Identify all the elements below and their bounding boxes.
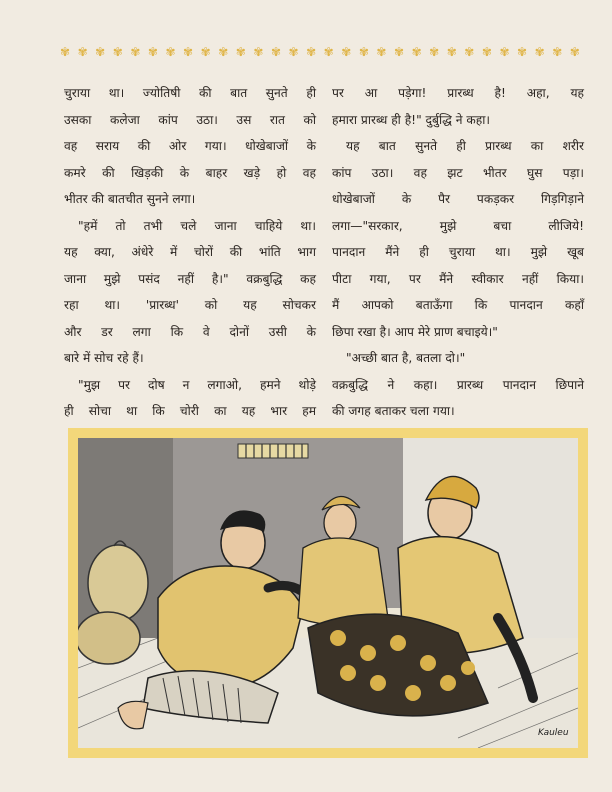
window-grill [238,444,308,458]
text-column-left [64,80,316,425]
text-line: यह बात सुनते ही प्रारब्ध का शरीर [346,139,584,153]
text-line: यह क्या, अंधेरे में चोरों की भांति भाग [64,245,316,259]
text-line: वह सराय की ओर गया। धोखेबाजों के [64,139,316,153]
text-line: धोखेबाजों के पैर पकड़कर गिड़गिड़ाने [332,192,584,206]
text-line: और डर लगा कि वे दोनों उसी के [64,324,316,339]
text-line: रहा था। 'प्रारब्ध' को यह सोचकर [64,298,316,312]
text-line: ही सोचा था कि चोरी का यह भार हम [64,404,316,418]
ornament-border: ✾ ✾ ✾ ✾ ✾ ✾ ✾ ✾ ✾ ✾ ✾ ✾ ✾ ✾ ✾ ✾ ✾ ✾ ✾ ✾ ✾ ✾ ✾ ✾ ✾ ✾ ✾ ✾ ✾ ✾ [60,45,580,59]
text-line: भीतर की बातचीत सुनने लगा। [64,192,196,206]
artist-signature: Kauleu [538,728,569,738]
text-line: वक्रबुद्धि ने कहा। प्रारब्ध पानदान छिपाने [332,377,584,392]
illustration [78,438,578,748]
text-line: कांप उठा। वह झट भीतर घुस पड़ा। [332,165,584,180]
text-line: उसका कलेजा कांप उठा। उस रात को [64,112,316,127]
sack [88,545,148,621]
sack [78,612,140,664]
text-line: की जगह बताकर चला गया। [332,404,455,418]
text-line: पीटा गया, पर मैंने स्वीकार नहीं किया। [332,271,584,286]
text-line: चुराया था। ज्योतिषी की बात सुनते ही [64,86,316,100]
text-column-right [332,80,584,425]
text-line: "अच्छी बात है, बतला दो।" [346,351,466,365]
text-line: कमरे की खिड़की के बाहर खड़े हो वह [64,165,316,180]
text-line: "मुझ पर दोष न लगाओ, हमने थोड़े [78,377,316,392]
text-line: पर आ पड़ेगा! प्रारब्ध है! अहा, यह [332,86,584,100]
text-line: छिपा रखा है। आप मेरे प्राण बचाइये।" [332,324,498,339]
text-line: मैं आपको बताऊँगा कि पानदान कहाँ [332,298,584,312]
text-line: जाना मुझे पसंद नहीं है।" वक्रबुद्धि कह [64,271,316,286]
text-line: लगा—"सरकार, मुझे बचा लीजिये! [332,218,584,233]
text-line: बारे में सोच रहे हैं। [64,351,144,365]
illustration-panel [68,428,588,758]
text-line: पानदान मैंने ही चुराया था। मुझे खूब [332,245,584,259]
text-line: हमारा प्रारब्ध ही है!" दुर्बुद्धि ने कहा। [332,112,490,127]
text-line: "हमें तो तभी चले जाना चाहिये था। [78,218,316,233]
